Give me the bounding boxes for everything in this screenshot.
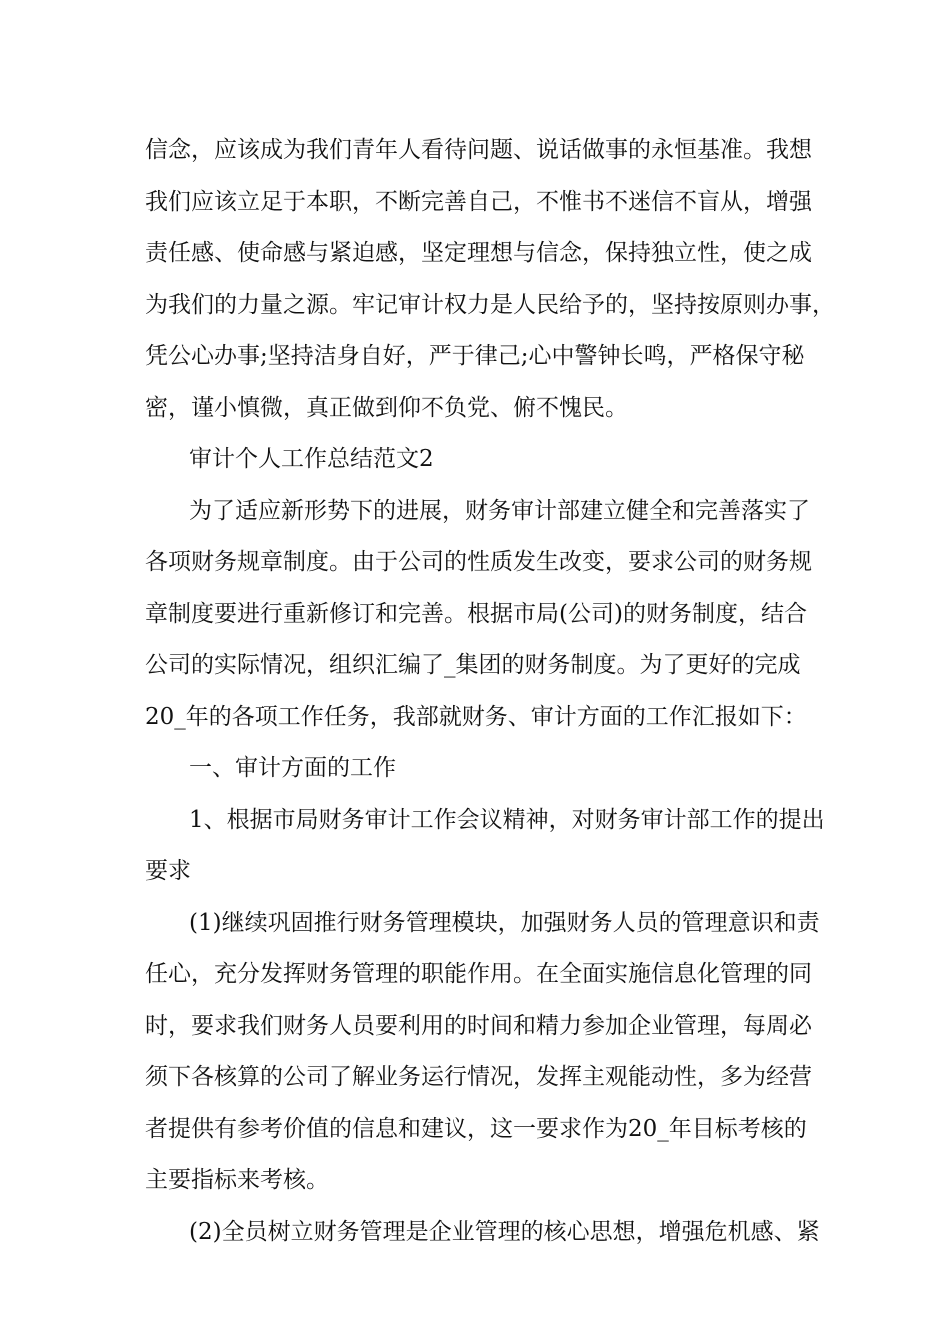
section-heading: 一、审计方面的工作 [189,755,396,781]
text-line: 责任感、使命感与紧迫感，坚定理想与信念，保持独立性，使之成 [145,240,812,266]
text-line: 1、根据市局财务审计工作会议精神，对财务审计部工作的提出 [189,806,825,833]
text-line: 信念，应该成为我们青年人看待问题、说话做事的永恒基准。我想 [145,137,812,163]
document-body [145,125,835,1258]
text-line: 凭公心办事;坚持洁身自好，严于律己;心中警钟长鸣，严格保守秘 [145,343,805,369]
text-line: 密，谨小慎微，真正做到仰不负党、俯不愧民。 [145,394,628,421]
text-line: 20_年的各项工作任务，我部就财务、审计方面的工作汇报如下： [145,703,807,730]
section-title: 审计个人工作总结范文2 [189,446,434,472]
text-line: 为我们的力量之源。牢记审计权力是人民给予的，坚持按原则办事， [145,291,835,318]
text-line: 为了适应新形势下的进展，财务审计部建立健全和完善落实了 [189,497,810,524]
text-line: 各项财务规章制度。由于公司的性质发生改变，要求公司的财务规 [145,549,812,575]
text-line: 要求 [145,858,191,884]
text-line: 任心，充分发挥财务管理的职能作用。在全面实施信息化管理的同 [145,961,812,987]
text-line: (1)继续巩固推行财务管理模块，加强财务人员的管理意识和责 [189,909,820,936]
text-line: 我们应该立足于本职，不断完善自己，不惟书不迷信不盲从，增强 [145,188,812,215]
text-line: 主要指标来考核。 [145,1167,329,1193]
text-line: 公司的实际情况，组织汇编了_集团的财务制度。为了更好的完成 [145,652,801,678]
text-line: (2)全员树立财务管理是企业管理的核心思想，增强危机感、紧 [189,1218,820,1245]
text-line: 章制度要进行重新修订和完善。根据市局(公司)的财务制度，结合 [145,600,807,627]
text-line: 须下各核算的公司了解业务运行情况，发挥主观能动性，多为经营 [145,1064,812,1090]
text-line: 时，要求我们财务人员要利用的时间和精力参加企业管理，每周必 [145,1012,812,1039]
text-line: 者提供有参考价值的信息和建议，这一要求作为20_年目标考核的 [145,1115,807,1142]
